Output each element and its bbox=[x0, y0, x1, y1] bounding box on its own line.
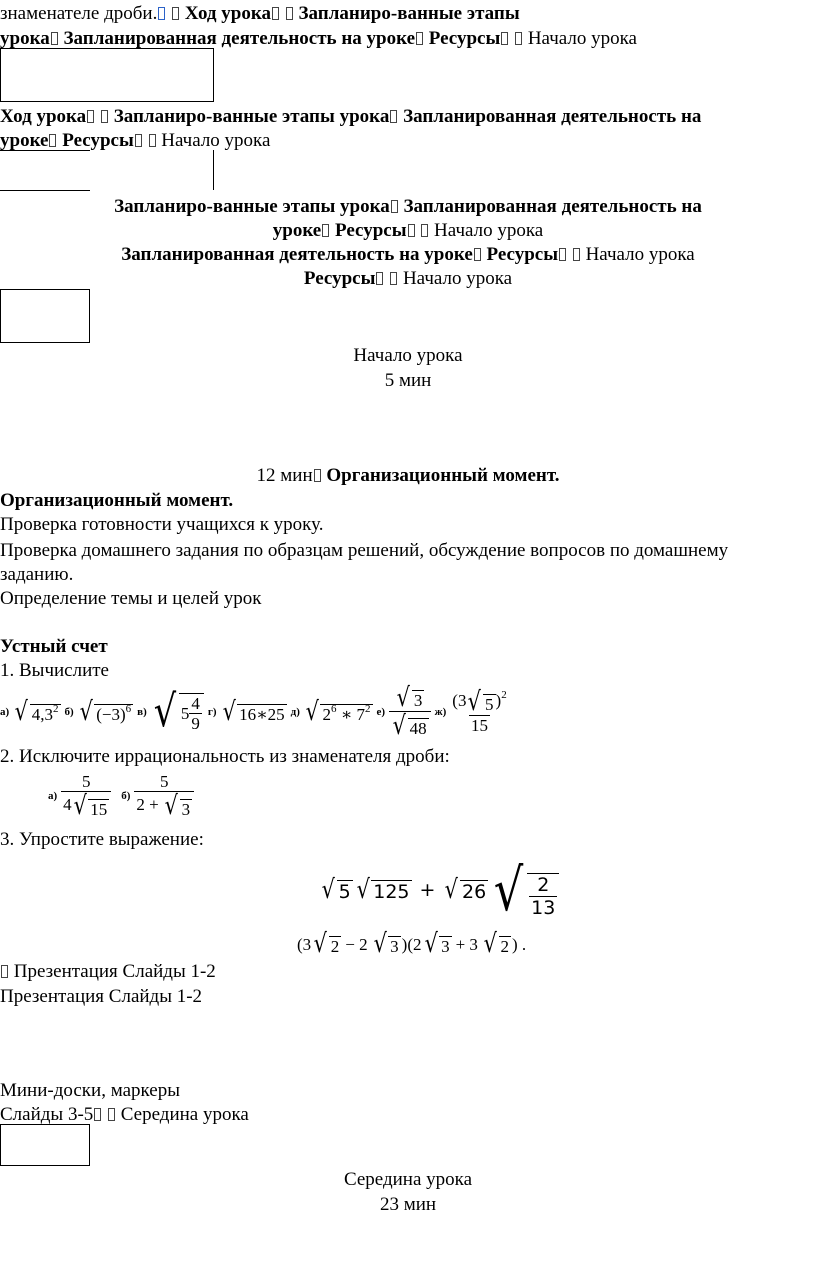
missing-glyph-icon bbox=[1, 965, 8, 978]
math-operator: + bbox=[419, 878, 436, 901]
oral-heading: Устный счет bbox=[0, 636, 108, 657]
math-value: ) bbox=[495, 690, 502, 710]
missing-glyph-icon bbox=[322, 224, 329, 237]
empty-table-cell bbox=[0, 48, 214, 102]
fraction-numerator: 4 bbox=[191, 693, 200, 713]
math-value: 5 bbox=[485, 694, 494, 714]
block2-line-2 bbox=[0, 131, 270, 150]
resource-line bbox=[0, 962, 216, 981]
missing-glyph-icon bbox=[87, 110, 94, 123]
item-label: г) bbox=[207, 705, 217, 718]
math-value: (3 bbox=[452, 690, 467, 710]
item-label: а) bbox=[0, 705, 10, 718]
org-heading: Организационный момент. bbox=[0, 490, 234, 511]
missing-glyph-icon bbox=[149, 134, 156, 147]
header-text: Запланированная деятельность на уроке bbox=[63, 28, 416, 49]
middle-duration: 23 мин bbox=[379, 1194, 437, 1215]
missing-glyph-icon bbox=[158, 7, 165, 20]
missing-glyph-icon bbox=[390, 272, 397, 285]
math-value: (3 bbox=[297, 934, 312, 954]
resource-text: Слайды 3-5 bbox=[0, 1104, 94, 1125]
org-time: 12 мин bbox=[256, 465, 313, 486]
block-text: Начало урока bbox=[161, 130, 271, 151]
math-value: 2 + bbox=[136, 795, 159, 815]
sqrt-expression: √ $2^6$ ∗ $7^2$ bbox=[305, 697, 371, 727]
missing-glyph-icon bbox=[49, 134, 56, 147]
header-text: Начало урока bbox=[527, 28, 637, 49]
start-title: Начало урока bbox=[353, 345, 463, 366]
block3-line-4 bbox=[0, 269, 816, 288]
missing-glyph-icon bbox=[390, 110, 397, 123]
header-text: Ресурсы bbox=[428, 28, 501, 49]
missing-glyph-icon bbox=[408, 224, 415, 237]
sqrt-expression: √ 16∗25 bbox=[222, 697, 285, 727]
org-title: Организационный момент. bbox=[326, 465, 560, 486]
rule-line bbox=[213, 150, 214, 190]
sqrt-expression: √ $(-3)^6$ bbox=[79, 697, 132, 727]
item-label: е) bbox=[376, 705, 386, 718]
math-value: ) . bbox=[512, 934, 527, 954]
exponent: 2 bbox=[365, 703, 371, 716]
math-value: 16∗25 bbox=[239, 705, 285, 725]
exponent: 2 bbox=[501, 688, 507, 701]
fraction-numerator: 2 bbox=[537, 874, 550, 897]
math-value: 4,3 bbox=[31, 705, 53, 725]
math-value: 3 bbox=[181, 799, 191, 819]
org-paragraph: заданию. bbox=[0, 564, 74, 585]
math-value: 7 bbox=[356, 705, 366, 725]
missing-glyph-icon bbox=[314, 469, 321, 482]
header-line-2 bbox=[0, 29, 637, 48]
block-text: Запланированная деятельность на уроке bbox=[121, 244, 473, 265]
item-label: б) bbox=[121, 789, 131, 802]
missing-glyph-icon bbox=[501, 32, 508, 45]
sqrt-expression: √ $4,3^2$ bbox=[14, 697, 59, 727]
header-text: Ход урока bbox=[184, 3, 272, 24]
org-paragraph: Определение темы и целей урок bbox=[0, 588, 262, 609]
empty-table-cell bbox=[0, 289, 90, 343]
header-text: знаменателе дроби. bbox=[0, 3, 158, 24]
math-value: 5 bbox=[180, 703, 190, 723]
fraction: (3 √ 5 )$^2$ 15 bbox=[452, 686, 507, 735]
fraction-denominator: 48 bbox=[409, 719, 427, 739]
task-1-label: 1. Вычислите bbox=[0, 660, 109, 681]
missing-glyph-icon bbox=[51, 32, 58, 45]
start-duration: 5 мин bbox=[384, 370, 432, 391]
item-label: б) bbox=[64, 705, 74, 718]
block-text: Запланированная деятельность на bbox=[403, 196, 702, 217]
fraction: √ 3 √ 48 bbox=[389, 685, 431, 739]
task-3-label: 3. Упростите выражение: bbox=[0, 829, 204, 850]
math-value: 2 bbox=[500, 937, 509, 957]
math-value: 26 bbox=[462, 881, 487, 904]
header-text: урока bbox=[0, 28, 50, 49]
missing-glyph-icon bbox=[94, 1108, 101, 1121]
math-value: 3 bbox=[390, 937, 399, 957]
resource-line: Мини-доски, маркеры bbox=[0, 1080, 180, 1101]
missing-glyph-icon bbox=[286, 7, 293, 20]
block-text: Начало урока bbox=[585, 244, 695, 265]
block-text: Запланированная деятельность на bbox=[403, 106, 702, 127]
block3-line-3 bbox=[0, 245, 816, 264]
block-text: Ресурсы bbox=[303, 268, 376, 289]
missing-glyph-icon bbox=[172, 7, 179, 20]
math-value: + 3 bbox=[455, 934, 478, 954]
org-time-line bbox=[0, 466, 816, 485]
missing-glyph-icon bbox=[559, 248, 566, 261]
missing-glyph-icon bbox=[272, 7, 279, 20]
item-label: д) bbox=[290, 705, 300, 718]
math-value: 15 bbox=[90, 799, 108, 819]
missing-glyph-icon bbox=[376, 272, 383, 285]
fraction-denominator: 13 bbox=[531, 897, 556, 920]
block-text: Ресурсы bbox=[486, 244, 559, 265]
exponent: 6 bbox=[330, 703, 337, 716]
missing-glyph-icon bbox=[108, 1108, 115, 1121]
missing-glyph-icon bbox=[135, 134, 142, 147]
task-2-expressions bbox=[48, 771, 194, 821]
block-text: уроке bbox=[272, 220, 322, 241]
math-value: 5 bbox=[338, 881, 351, 904]
math-value: 125 bbox=[373, 881, 410, 904]
org-paragraph: Проверка домашнего задания по образцам решений, обсуждение вопросов по домашнему bbox=[0, 540, 729, 561]
math-value: 3 bbox=[441, 937, 450, 957]
fraction-numerator: 5 bbox=[81, 771, 91, 791]
fraction-denominator: 15 bbox=[470, 715, 488, 735]
resource-line: Презентация Слайды 1-2 bbox=[0, 986, 203, 1007]
math-value: (−3) bbox=[96, 705, 126, 725]
math-value: 2 bbox=[330, 937, 340, 957]
resource-text: Середина урока bbox=[120, 1104, 249, 1125]
block-text: Ресурсы bbox=[62, 130, 134, 151]
fraction: 5 2 + √ 3 bbox=[134, 773, 194, 820]
middle-title: Середина урока bbox=[343, 1169, 473, 1190]
item-label: в) bbox=[137, 705, 147, 718]
exponent: 2 bbox=[53, 703, 59, 716]
empty-table-cell bbox=[0, 1124, 90, 1166]
task-2-label: 2. Исключите иррациональность из знаменателя дроби: bbox=[0, 746, 450, 767]
math-value: )(2 bbox=[401, 934, 422, 954]
resource-line bbox=[0, 1105, 249, 1124]
block-text: уроке bbox=[0, 130, 49, 151]
math-value: 2 bbox=[322, 705, 331, 725]
header-line-1 bbox=[0, 4, 520, 23]
block2-line-1 bbox=[0, 107, 701, 126]
resource-text: Презентация Слайды 1-2 bbox=[13, 961, 216, 982]
math-value: 4 bbox=[63, 795, 72, 815]
rule-line bbox=[0, 190, 90, 191]
sqrt-expression: √ 5 $\frac{4}{9}$ bbox=[151, 690, 204, 734]
math-value: − 2 bbox=[345, 934, 368, 954]
missing-glyph-icon bbox=[416, 32, 423, 45]
fraction-numerator: 3 bbox=[413, 691, 423, 711]
fraction-denominator: 9 bbox=[191, 714, 200, 734]
block-text: Запланиро-ванные этапы урока bbox=[114, 196, 390, 217]
missing-glyph-icon bbox=[573, 248, 580, 261]
task-1-expressions bbox=[0, 683, 509, 741]
block3-line-1 bbox=[0, 197, 816, 216]
missing-glyph-icon bbox=[474, 248, 481, 261]
block-text: Запланиро-ванные этапы урока bbox=[113, 106, 390, 127]
item-label: ж) bbox=[434, 705, 447, 718]
task-3-expression-1: √ 5 √ 125 + √ 26 √ $\frac{2}{13}$ bbox=[320, 850, 559, 930]
block-text: Ресурсы bbox=[335, 220, 407, 241]
block-text: Начало урока bbox=[434, 220, 544, 241]
block-text: Начало урока bbox=[402, 268, 513, 289]
rule-line bbox=[0, 150, 90, 151]
missing-glyph-icon bbox=[391, 200, 398, 213]
org-paragraph: Проверка готовности учащихся к уроку. bbox=[0, 514, 324, 535]
fraction-numerator: 5 bbox=[160, 771, 169, 791]
task-3-expression-2: (3 √ 2 − 2 √ 3 )(2 √ 3 + 3 √ 2 ) . bbox=[297, 929, 527, 959]
fraction: 5 4 √ 15 bbox=[61, 773, 111, 820]
missing-glyph-icon bbox=[421, 224, 428, 237]
missing-glyph-icon bbox=[101, 110, 108, 123]
item-label: а) bbox=[48, 789, 58, 802]
header-text: Запланиро-ванные этапы bbox=[298, 3, 520, 24]
missing-glyph-icon bbox=[515, 32, 522, 45]
block-text: Ход урока bbox=[0, 106, 87, 127]
block3-line-2 bbox=[0, 221, 816, 240]
math-operator: ∗ bbox=[340, 705, 353, 725]
exponent: 6 bbox=[125, 703, 132, 716]
